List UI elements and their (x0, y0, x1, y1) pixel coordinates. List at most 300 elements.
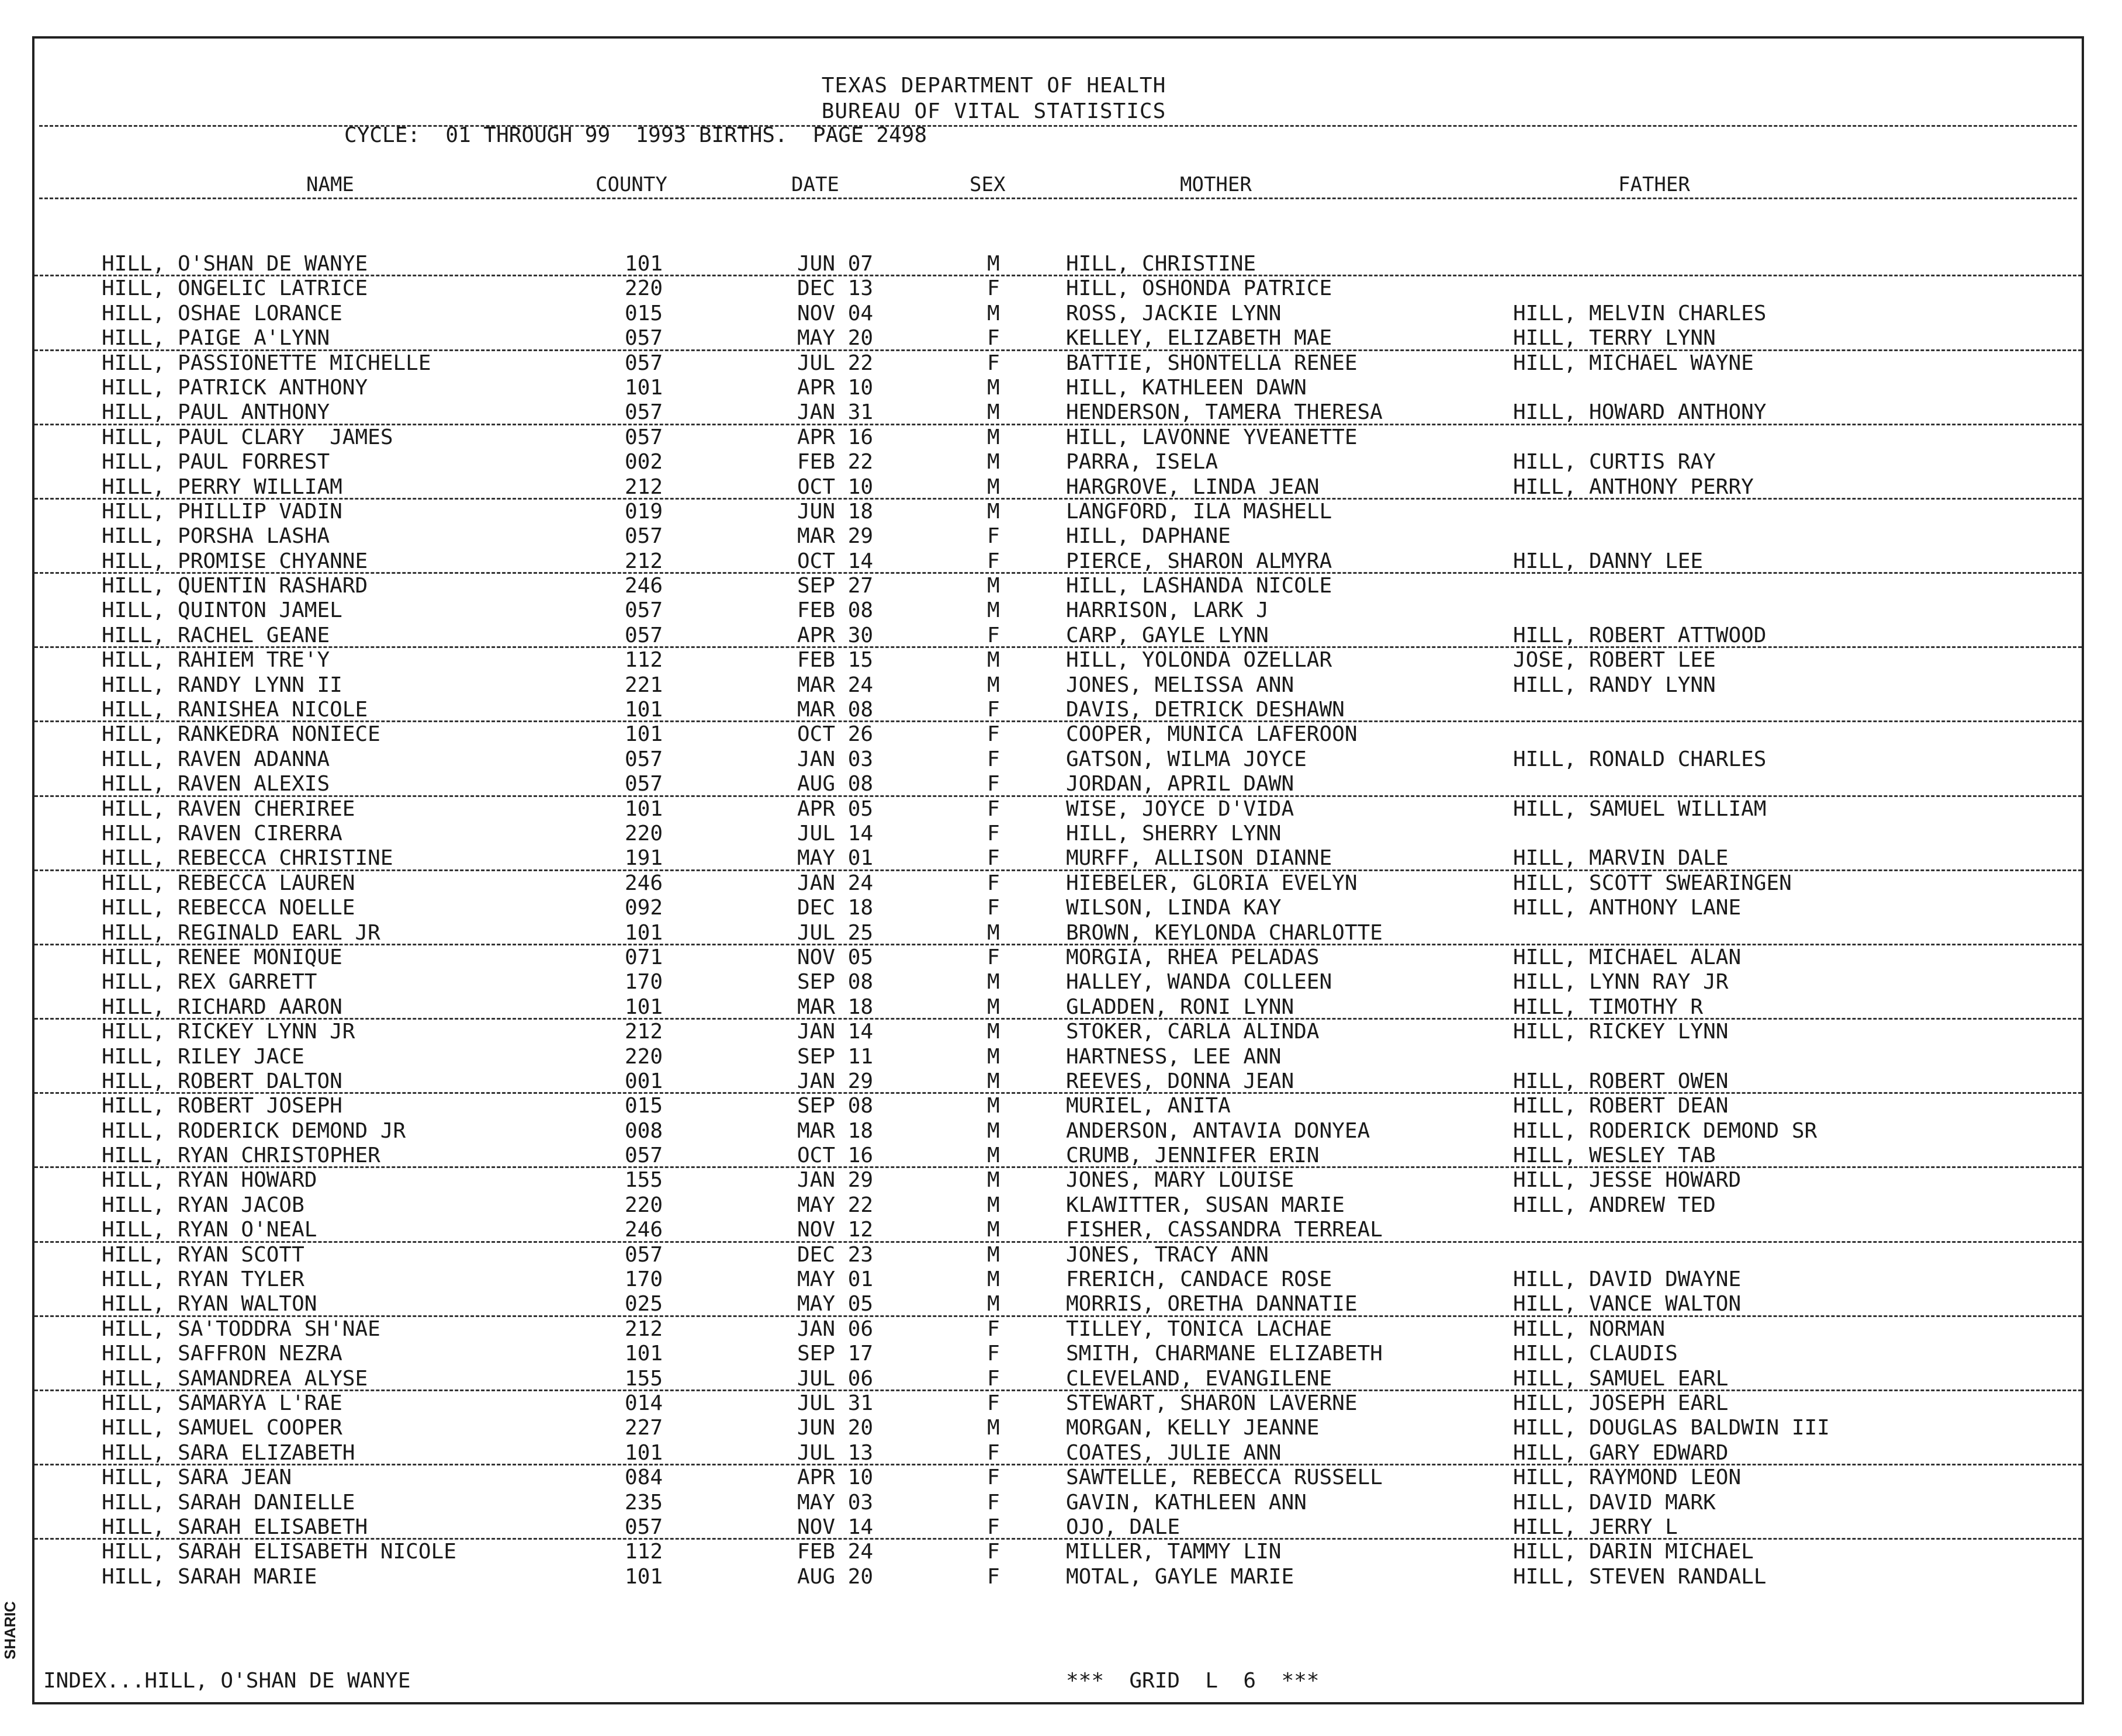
cell-county: 019 (625, 499, 663, 524)
table-row (34, 1367, 2082, 1391)
cell-sex: F (987, 549, 1000, 573)
cell-date: NOV 14 (797, 1515, 874, 1539)
cell-date: MAR 24 (797, 673, 874, 697)
cell-mother: ROSS, JACKIE LYNN (1066, 301, 1282, 325)
cell-name: HILL, PAUL FORREST (102, 450, 330, 474)
table-row (34, 1243, 2082, 1267)
cell-county: 101 (625, 920, 663, 945)
column-header-date: DATE (791, 173, 839, 196)
cell-name: HILL, QUENTIN RASHARD (102, 574, 368, 598)
cell-date: AUG 08 (797, 772, 874, 796)
cell-county: 220 (625, 1044, 663, 1069)
cell-county: 101 (625, 1342, 663, 1366)
cell-mother: HILL, YOLONDA OZELLAR (1066, 648, 1332, 673)
cell-father: HILL, VANCE WALTON (1513, 1292, 1742, 1316)
cell-mother: DAVIS, DETRICK DESHAWN (1066, 698, 1345, 722)
cell-date: MAR 29 (797, 524, 874, 549)
cell-date: JAN 06 (797, 1316, 874, 1341)
cell-father: HILL, MELVIN CHARLES (1513, 301, 1767, 325)
cell-date: FEB 15 (797, 648, 874, 673)
cell-sex: F (987, 698, 1000, 722)
cell-sex: M (987, 252, 1000, 276)
cell-mother: JONES, MARY LOUISE (1066, 1168, 1294, 1193)
cell-county: 170 (625, 970, 663, 995)
cell-name: HILL, PHILLIP VADIN (102, 499, 342, 524)
cell-father: HILL, GARY EDWARD (1513, 1440, 1729, 1465)
cell-sex: F (987, 821, 1000, 846)
cell-mother: MORGAN, KELLY JEANNE (1066, 1416, 1320, 1440)
cell-date: MAY 03 (797, 1490, 874, 1515)
cell-father: HILL, DANNY LEE (1513, 549, 1704, 573)
cell-name: HILL, QUINTON JAMEL (102, 598, 342, 623)
cell-mother: SMITH, CHARMANE ELIZABETH (1066, 1342, 1383, 1366)
cell-father: HILL, MARVIN DALE (1513, 846, 1729, 871)
cell-sex: M (987, 375, 1000, 400)
table-row (34, 549, 2082, 574)
cell-sex: F (987, 896, 1000, 920)
cell-mother: HIEBELER, GLORIA EVELYN (1066, 871, 1358, 895)
cell-county: 057 (625, 524, 663, 549)
table-row (34, 1491, 2082, 1515)
cell-date: JUN 18 (797, 499, 874, 524)
cell-county: 101 (625, 722, 663, 747)
cell-sex: M (987, 1242, 1000, 1267)
cell-name: HILL, RANDY LYNN II (102, 673, 342, 697)
cell-name: HILL, RAVEN ALEXIS (102, 772, 330, 796)
cell-date: SEP 27 (797, 574, 874, 598)
cell-sex: F (987, 1391, 1000, 1415)
cell-name: HILL, RODERICK DEMOND JR (102, 1118, 406, 1143)
records-list (34, 252, 2082, 1589)
cell-name: HILL, RYAN SCOTT (102, 1242, 304, 1267)
cell-mother: HILL, OSHONDA PATRICE (1066, 276, 1332, 301)
cell-date: MAY 20 (797, 326, 874, 351)
cell-father: HILL, RODERICK DEMOND SR (1513, 1118, 1818, 1143)
cell-father: HILL, ANTHONY LANE (1513, 896, 1742, 920)
cell-mother: JONES, TRACY ANN (1066, 1242, 1269, 1267)
cell-name: HILL, RYAN CHRISTOPHER (102, 1144, 380, 1168)
cell-mother: MURFF, ALLISON DIANNE (1066, 846, 1332, 871)
cell-mother: WILSON, LINDA KAY (1066, 896, 1282, 920)
cell-name: HILL, SARAH DANIELLE (102, 1490, 355, 1515)
cell-name: HILL, PROMISE CHYANNE (102, 549, 368, 573)
cell-father: HILL, RANDY LYNN (1513, 673, 1716, 697)
cell-sex: M (987, 1094, 1000, 1118)
cell-sex: F (987, 846, 1000, 871)
column-header-name: NAME (306, 173, 354, 196)
table-row (34, 450, 2082, 474)
index-footer: INDEX...HILL, O'SHAN DE WANYE (43, 1669, 411, 1693)
cell-sex: M (987, 1020, 1000, 1044)
cell-date: OCT 26 (797, 722, 874, 747)
cell-father: HILL, WESLEY TAB (1513, 1144, 1716, 1168)
cell-date: SEP 08 (797, 1094, 874, 1118)
table-row (34, 921, 2082, 945)
cell-date: APR 30 (797, 623, 874, 647)
cell-mother: MORRIS, ORETHA DANNATIE (1066, 1292, 1358, 1316)
cell-county: 057 (625, 1144, 663, 1168)
cell-county: 057 (625, 425, 663, 449)
table-row (34, 1144, 2082, 1168)
table-row (34, 302, 2082, 326)
cell-date: MAY 05 (797, 1292, 874, 1316)
cell-date: DEC 23 (797, 1242, 874, 1267)
cell-sex: F (987, 351, 1000, 375)
cell-sex: F (987, 1316, 1000, 1341)
cell-sex: M (987, 1144, 1000, 1168)
cell-county: 220 (625, 276, 663, 301)
column-header-county: COUNTY (596, 173, 667, 196)
cell-mother: KLAWITTER, SUSAN MARIE (1066, 1193, 1345, 1217)
cell-father: HILL, RICKEY LYNN (1513, 1020, 1729, 1044)
table-row (34, 1465, 2082, 1490)
cell-name: HILL, RYAN JACOB (102, 1193, 304, 1217)
cell-date: JUN 07 (797, 252, 874, 276)
cell-mother: HALLEY, WANDA COLLEEN (1066, 970, 1332, 995)
cell-name: HILL, PERRY WILLIAM (102, 474, 342, 499)
cell-county: 057 (625, 351, 663, 375)
cell-sex: M (987, 574, 1000, 598)
cell-county: 014 (625, 1391, 663, 1415)
cell-county: 220 (625, 1193, 663, 1217)
cell-date: OCT 14 (797, 549, 874, 573)
cell-date: SEP 17 (797, 1342, 874, 1366)
cell-mother: HILL, LAVONNE YVEANETTE (1066, 425, 1358, 449)
cell-county: 057 (625, 623, 663, 647)
cell-date: DEC 13 (797, 276, 874, 301)
cell-name: HILL, RYAN O'NEAL (102, 1218, 317, 1242)
cell-sex: F (987, 1564, 1000, 1589)
cell-name: HILL, RYAN HOWARD (102, 1168, 317, 1193)
table-row (34, 1540, 2082, 1564)
cell-county: 227 (625, 1416, 663, 1440)
cell-name: HILL, PAUL CLARY JAMES (102, 425, 393, 449)
cell-father: HILL, STEVEN RANDALL (1513, 1564, 1767, 1589)
cell-mother: JONES, MELISSA ANN (1066, 673, 1294, 697)
cell-mother: WISE, JOYCE D'VIDA (1066, 796, 1294, 821)
table-row (34, 1020, 2082, 1044)
cell-date: FEB 08 (797, 598, 874, 623)
cell-father: JOSE, ROBERT LEE (1513, 648, 1716, 673)
cell-father: HILL, SAMUEL WILLIAM (1513, 796, 1767, 821)
cell-mother: HARGROVE, LINDA JEAN (1066, 474, 1320, 499)
cell-name: HILL, ROBERT DALTON (102, 1069, 342, 1093)
cell-father: HILL, ROBERT ATTWOOD (1513, 623, 1767, 647)
cell-name: HILL, SAMARYA L'RAE (102, 1391, 342, 1415)
cell-name: HILL, RANKEDRA NONIECE (102, 722, 380, 747)
cell-father: HILL, SCOTT SWEARINGEN (1513, 871, 1792, 895)
cell-county: 071 (625, 945, 663, 969)
cell-county: 101 (625, 1564, 663, 1589)
cell-sex: F (987, 623, 1000, 647)
cell-county: 246 (625, 1218, 663, 1242)
cell-county: 112 (625, 1540, 663, 1564)
cell-name: HILL, RACHEL GEANE (102, 623, 330, 647)
cell-county: 101 (625, 698, 663, 722)
cell-county: 212 (625, 549, 663, 573)
table-row (34, 1045, 2082, 1069)
cell-mother: CRUMB, JENNIFER ERIN (1066, 1144, 1320, 1168)
cell-father: HILL, MICHAEL WAYNE (1513, 351, 1754, 375)
cell-date: JAN 24 (797, 871, 874, 895)
cell-sex: F (987, 871, 1000, 895)
cell-sex: F (987, 1342, 1000, 1366)
cell-sex: F (987, 1440, 1000, 1465)
cell-mother: CARP, GAYLE LYNN (1066, 623, 1269, 647)
cell-date: JUL 25 (797, 920, 874, 945)
table-row (34, 276, 2082, 301)
cell-sex: F (987, 1540, 1000, 1564)
cell-father: HILL, LYNN RAY JR (1513, 970, 1729, 995)
cell-county: 101 (625, 375, 663, 400)
cell-father: HILL, DAVID DWAYNE (1513, 1267, 1742, 1292)
cell-mother: HARRISON, LARK J (1066, 598, 1269, 623)
table-row (34, 400, 2082, 425)
table-row (34, 1317, 2082, 1342)
table-row (34, 1094, 2082, 1118)
cell-sex: M (987, 1193, 1000, 1217)
cycle-line: CYCLE: 01 THROUGH 99 1993 BIRTHS. PAGE 2498 (344, 123, 927, 147)
cell-mother: MORGIA, RHEA PELADAS (1066, 945, 1320, 969)
cell-county: 212 (625, 1316, 663, 1341)
cell-sex: M (987, 1118, 1000, 1143)
cell-date: JAN 14 (797, 1020, 874, 1044)
cell-county: 025 (625, 1292, 663, 1316)
cell-father: HILL, DOUGLAS BALDWIN III (1513, 1416, 1830, 1440)
cell-mother: FISHER, CASSANDRA TERREAL (1066, 1218, 1383, 1242)
cell-sex: F (987, 326, 1000, 351)
cell-date: JUL 14 (797, 821, 874, 846)
cell-county: 101 (625, 1440, 663, 1465)
cell-father: HILL, NORMAN (1513, 1316, 1666, 1341)
cell-date: JAN 03 (797, 747, 874, 771)
cell-date: JUL 13 (797, 1440, 874, 1465)
cell-county: 155 (625, 1168, 663, 1193)
cell-father: HILL, DARIN MICHAEL (1513, 1540, 1754, 1564)
cell-sex: M (987, 400, 1000, 425)
cell-date: FEB 22 (797, 450, 874, 474)
cell-sex: M (987, 673, 1000, 697)
cell-sex: F (987, 722, 1000, 747)
cell-date: DEC 18 (797, 896, 874, 920)
cell-date: NOV 12 (797, 1218, 874, 1242)
cell-mother: STEWART, SHARON LAVERNE (1066, 1391, 1358, 1415)
cell-father: HILL, TIMOTHY R (1513, 995, 1704, 1019)
table-row (34, 500, 2082, 524)
cell-name: HILL, SAMANDREA ALYSE (102, 1366, 368, 1391)
cell-name: HILL, RAVEN CHERIREE (102, 796, 355, 821)
table-row (34, 252, 2082, 276)
cell-father: HILL, JERRY L (1513, 1515, 1678, 1539)
cell-county: 221 (625, 673, 663, 697)
table-row (34, 1069, 2082, 1094)
agency-title: TEXAS DEPARTMENT OF HEALTH (821, 74, 1166, 98)
cell-sex: M (987, 1416, 1000, 1440)
cell-date: MAR 18 (797, 1118, 874, 1143)
cell-date: SEP 08 (797, 970, 874, 995)
cell-mother: COATES, JULIE ANN (1066, 1440, 1282, 1465)
cell-name: HILL, PATRICK ANTHONY (102, 375, 368, 400)
cell-date: OCT 10 (797, 474, 874, 499)
cell-name: HILL, PASSIONETTE MICHELLE (102, 351, 431, 375)
cell-mother: MILLER, TAMMY LIN (1066, 1540, 1282, 1564)
column-header-mother: MOTHER (1180, 173, 1252, 196)
table-row (34, 1168, 2082, 1193)
cell-name: HILL, REGINALD EARL JR (102, 920, 380, 945)
cell-date: NOV 05 (797, 945, 874, 969)
cell-mother: HILL, LASHANDA NICOLE (1066, 574, 1332, 598)
cell-county: 101 (625, 995, 663, 1019)
cell-name: HILL, RICKEY LYNN JR (102, 1020, 355, 1044)
cell-name: HILL, SARAH MARIE (102, 1564, 317, 1589)
cell-name: HILL, PAIGE A'LYNN (102, 326, 330, 351)
cell-date: FEB 24 (797, 1540, 874, 1564)
cell-county: 015 (625, 301, 663, 325)
table-row (34, 871, 2082, 896)
cell-father: HILL, RONALD CHARLES (1513, 747, 1767, 771)
cell-name: HILL, RAHIEM TRE'Y (102, 648, 330, 673)
cell-mother: OJO, DALE (1066, 1515, 1181, 1539)
side-label: SHARIC (1, 1601, 19, 1659)
cell-sex: F (987, 1515, 1000, 1539)
cell-sex: M (987, 1292, 1000, 1316)
cell-sex: M (987, 425, 1000, 449)
cell-mother: COOPER, MUNICA LAFEROON (1066, 722, 1358, 747)
cell-sex: F (987, 1465, 1000, 1490)
cell-sex: F (987, 747, 1000, 771)
table-row (34, 648, 2082, 673)
cell-name: HILL, SARA JEAN (102, 1465, 292, 1490)
cell-name: HILL, RICHARD AARON (102, 995, 342, 1019)
cell-date: APR 10 (797, 1465, 874, 1490)
cell-sex: M (987, 499, 1000, 524)
cell-sex: F (987, 524, 1000, 549)
cell-date: MAY 01 (797, 1267, 874, 1292)
cell-mother: JORDAN, APRIL DAWN (1066, 772, 1294, 796)
cell-name: HILL, SARAH ELISABETH (102, 1515, 368, 1539)
cell-sex: M (987, 995, 1000, 1019)
cell-name: HILL, PORSHA LASHA (102, 524, 330, 549)
cell-sex: M (987, 970, 1000, 995)
cell-mother: FRERICH, CANDACE ROSE (1066, 1267, 1332, 1292)
cell-mother: GAVIN, KATHLEEN ANN (1066, 1490, 1307, 1515)
cell-father: HILL, ANDREW TED (1513, 1193, 1716, 1217)
cell-mother: TILLEY, TONICA LACHAE (1066, 1316, 1332, 1341)
cell-name: HILL, SARAH ELISABETH NICOLE (102, 1540, 456, 1564)
cell-father: HILL, RAYMOND LEON (1513, 1465, 1742, 1490)
cell-name: HILL, RANISHEA NICOLE (102, 698, 368, 722)
table-row (34, 1267, 2082, 1292)
cell-sex: M (987, 920, 1000, 945)
cell-mother: GLADDEN, RONI LYNN (1066, 995, 1294, 1019)
table-row (34, 1193, 2082, 1218)
cell-date: JAN 29 (797, 1069, 874, 1093)
cell-sex: M (987, 450, 1000, 474)
table-row (34, 376, 2082, 400)
table-row (34, 1441, 2082, 1465)
cell-mother: REEVES, DONNA JEAN (1066, 1069, 1294, 1093)
cell-name: HILL, RAVEN ADANNA (102, 747, 330, 771)
cell-mother: MOTAL, GAYLE MARIE (1066, 1564, 1294, 1589)
cell-date: SEP 11 (797, 1044, 874, 1069)
cell-county: 057 (625, 1242, 663, 1267)
cell-name: HILL, SA'TODDRA SH'NAE (102, 1316, 380, 1341)
cell-sex: M (987, 474, 1000, 499)
cell-name: HILL, RYAN TYLER (102, 1267, 304, 1292)
cell-sex: F (987, 1490, 1000, 1515)
cell-date: JUL 31 (797, 1391, 874, 1415)
table-row (34, 970, 2082, 995)
cell-sex: F (987, 276, 1000, 301)
cell-date: APR 10 (797, 375, 874, 400)
cell-name: HILL, REBECCA LAUREN (102, 871, 355, 895)
cell-name: HILL, RYAN WALTON (102, 1292, 317, 1316)
cell-sex: M (987, 1044, 1000, 1069)
table-row (34, 772, 2082, 796)
cell-mother: HENDERSON, TAMERA THERESA (1066, 400, 1383, 425)
cell-county: 220 (625, 821, 663, 846)
cell-mother: PIERCE, SHARON ALMYRA (1066, 549, 1332, 573)
cell-county: 092 (625, 896, 663, 920)
cell-father: HILL, ROBERT OWEN (1513, 1069, 1729, 1093)
cell-county: 057 (625, 400, 663, 425)
cell-name: HILL, RAVEN CIRERRA (102, 821, 342, 846)
cell-sex: F (987, 796, 1000, 821)
cell-date: NOV 04 (797, 301, 874, 325)
cell-county: 212 (625, 474, 663, 499)
cell-county: 235 (625, 1490, 663, 1515)
column-header-father: FATHER (1618, 173, 1690, 196)
table-row (34, 623, 2082, 648)
cell-sex: M (987, 1267, 1000, 1292)
table-row (34, 574, 2082, 598)
cell-father: HILL, DAVID MARK (1513, 1490, 1716, 1515)
cell-county: 246 (625, 871, 663, 895)
cell-name: HILL, RENEE MONIQUE (102, 945, 342, 969)
cell-mother: MURIEL, ANITA (1066, 1094, 1231, 1118)
cell-sex: F (987, 945, 1000, 969)
cell-name: HILL, SAMUEL COOPER (102, 1416, 342, 1440)
cell-sex: M (987, 301, 1000, 325)
cell-sex: M (987, 1069, 1000, 1093)
cell-mother: LANGFORD, ILA MASHELL (1066, 499, 1332, 524)
table-row (34, 1565, 2082, 1589)
cell-county: 057 (625, 747, 663, 771)
cell-father: HILL, ROBERT DEAN (1513, 1094, 1729, 1118)
cell-name: HILL, ROBERT JOSEPH (102, 1094, 342, 1118)
cell-mother: SAWTELLE, REBECCA RUSSELL (1066, 1465, 1383, 1490)
table-row (34, 475, 2082, 500)
cell-father: HILL, MICHAEL ALAN (1513, 945, 1742, 969)
cell-county: 015 (625, 1094, 663, 1118)
cell-name: HILL, REBECCA NOELLE (102, 896, 355, 920)
cell-date: JUL 22 (797, 351, 874, 375)
cell-county: 112 (625, 648, 663, 673)
table-row (34, 1218, 2082, 1242)
cell-county: 155 (625, 1366, 663, 1391)
cell-name: HILL, PAUL ANTHONY (102, 400, 330, 425)
cell-father: HILL, JOSEPH EARL (1513, 1391, 1729, 1415)
cell-mother: HARTNESS, LEE ANN (1066, 1044, 1282, 1069)
table-row (34, 1292, 2082, 1316)
cell-mother: HILL, DAPHANE (1066, 524, 1231, 549)
cell-father: HILL, JESSE HOWARD (1513, 1168, 1742, 1193)
table-row (34, 1515, 2082, 1540)
cell-mother: HILL, CHRISTINE (1066, 252, 1256, 276)
cell-date: MAY 01 (797, 846, 874, 871)
table-row (34, 995, 2082, 1020)
cell-county: 101 (625, 252, 663, 276)
